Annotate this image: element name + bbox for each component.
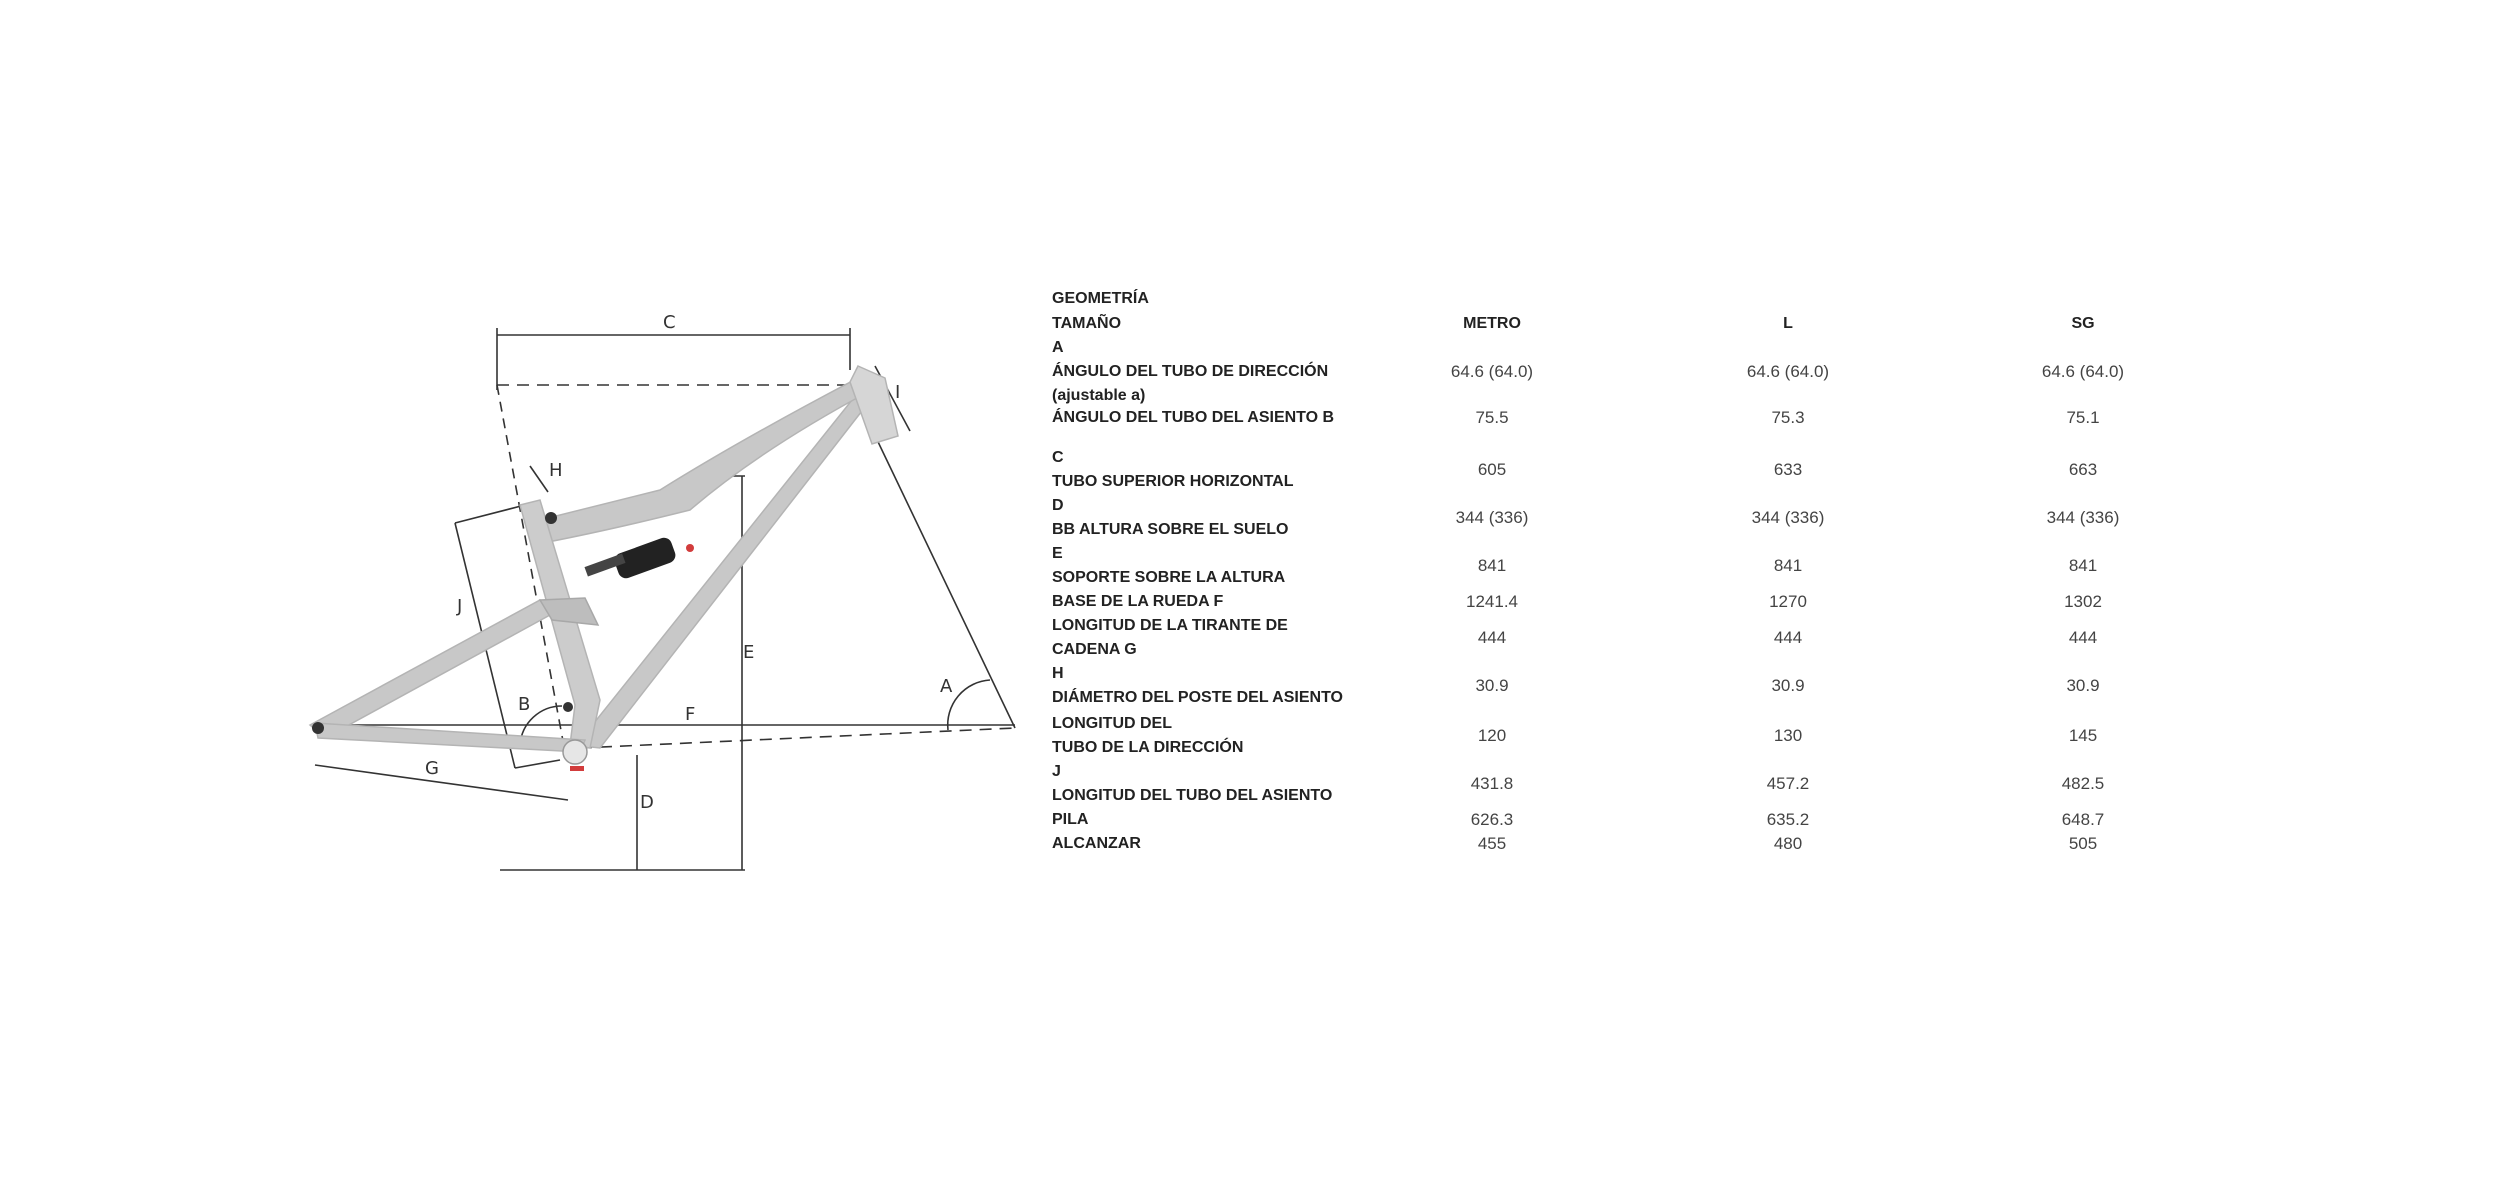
row-label [1052,446,1372,494]
label-g: G [425,758,439,779]
value-sg: 663 [2068,460,2098,479]
rear-axle [312,722,324,734]
table-row [1052,614,2212,662]
size-label: TAMAÑO [1052,315,1122,332]
row-label-line: PILA [1052,811,1089,828]
value-l: 130 [1773,726,1803,745]
label-b: B [518,694,531,715]
value-metro: 1241.4 [1466,592,1518,611]
label-i: I [895,382,901,403]
value-sg: 30.9 [2066,676,2100,695]
table-row [1052,494,2212,542]
dimension-g-line [315,765,568,800]
value-sg: 444 [2068,628,2098,647]
table-row [1052,406,2212,430]
row-label-line: DIÁMETRO DEL POSTE DEL ASIENTO [1052,689,1343,706]
row-label-line: TUBO SUPERIOR HORIZONTAL [1052,473,1294,490]
value-l: 841 [1773,556,1803,575]
table-row [1052,712,2212,760]
head-tube-axis [858,400,1015,728]
value-metro: 64.6 (64.0) [1450,362,1534,381]
value-sg: 505 [2068,834,2098,853]
bb-drop-dashed [580,728,1015,748]
value-metro: 431.8 [1470,774,1514,793]
chain-stay [315,723,585,752]
value-metro: 626.3 [1470,810,1514,829]
value-sg: 64.6 (64.0) [2041,362,2125,381]
value-metro: 120 [1477,726,1507,745]
value-l: 480 [1773,834,1803,853]
row-label-line: ÁNGULO DEL TUBO DEL ASIENTO B [1052,409,1335,426]
row-label-line: LONGITUD DE LA TIRANTE DE [1052,617,1288,634]
row-label [1052,808,1372,832]
row-label-line: J [1052,763,1061,780]
size-header-row [1052,312,2212,336]
label-c: C [663,312,676,333]
row-label [1052,614,1372,662]
row-label-line: BB ALTURA SOBRE EL SUELO [1052,521,1289,538]
table-title: GEOMETRÍA [1052,290,1149,307]
label-d: D [640,792,654,813]
chain-guide [570,766,584,771]
value-sg: 75.1 [2066,408,2100,427]
row-label-line: ÁNGULO DEL TUBO DE DIRECCIÓN [1052,363,1329,380]
value-metro: 75.5 [1475,408,1509,427]
dimension-h-line [530,466,548,492]
row-label-line: C [1052,449,1064,466]
row-label-line: (ajustable a) [1052,387,1146,404]
value-sg: 145 [2068,726,2098,745]
value-sg: 1302 [2064,592,2102,611]
row-label [1052,590,1372,614]
row-label [1052,542,1372,590]
bike-frame [310,366,901,771]
angle-a-arc [948,680,990,730]
rocker-link [540,598,598,625]
value-metro: 344 (336) [1455,508,1529,527]
value-l: 30.9 [1771,676,1805,695]
shock-valve [686,544,694,552]
dimension-lines [315,328,1015,870]
value-l: 457.2 [1766,774,1810,793]
main-pivot [563,702,573,712]
value-metro: 444 [1477,628,1507,647]
table-row [1052,760,2212,808]
label-e: E [743,642,755,663]
value-sg: 648.7 [2061,810,2105,829]
label-j: J [457,596,463,617]
size-l: L [1783,315,1793,332]
row-label [1052,336,1372,408]
geometry-table [1052,288,2212,853]
row-label-line: A [1052,339,1064,356]
value-l: 635.2 [1766,810,1810,829]
value-l: 75.3 [1771,408,1805,427]
row-label-line: LONGITUD DEL [1052,715,1172,732]
row-label-line: LONGITUD DEL TUBO DEL ASIENTO [1052,787,1333,804]
size-metro: METRO [1463,315,1521,332]
row-label [1052,406,1372,430]
value-l: 1270 [1769,592,1807,611]
seat-stay [310,600,550,738]
size-sg: SG [2071,315,2095,332]
dimension-j-bottom-tick [515,760,560,768]
row-label-line: ALCANZAR [1052,835,1141,852]
row-label-line: E [1052,545,1063,562]
row-label-line: SOPORTE SOBRE LA ALTURA [1052,569,1286,586]
value-sg: 841 [2068,556,2098,575]
label-a: A [940,676,953,697]
table-row [1052,832,2212,856]
value-metro: 455 [1477,834,1507,853]
table-row [1052,446,2212,494]
row-label [1052,832,1372,856]
row-label [1052,760,1372,808]
label-h: H [549,460,563,481]
value-l: 633 [1773,460,1803,479]
table-row [1052,662,2212,710]
value-metro: 605 [1477,460,1507,479]
table-row [1052,808,2212,832]
table-row [1052,542,2212,590]
value-sg: 344 (336) [2046,508,2120,527]
row-label-line: D [1052,497,1064,514]
dimension-j-top-tick [455,505,525,523]
row-label [1052,662,1372,710]
row-label-line: H [1052,665,1064,682]
value-l: 344 (336) [1751,508,1825,527]
value-l: 64.6 (64.0) [1746,362,1830,381]
value-l: 444 [1773,628,1803,647]
row-label-line: TUBO DE LA DIRECCIÓN [1052,739,1244,756]
row-label-line: CADENA G [1052,641,1137,658]
label-f: F [685,704,696,725]
row-label-line: BASE DE LA RUEDA F [1052,593,1224,610]
row-label [1052,712,1372,760]
bottom-bracket [563,740,587,764]
down-tube [572,390,872,748]
value-sg: 482.5 [2061,774,2105,793]
value-metro: 841 [1477,556,1507,575]
value-metro: 30.9 [1475,676,1509,695]
table-row [1052,336,2212,408]
upper-pivot [545,512,557,524]
table-row [1052,590,2212,614]
row-label [1052,494,1372,542]
